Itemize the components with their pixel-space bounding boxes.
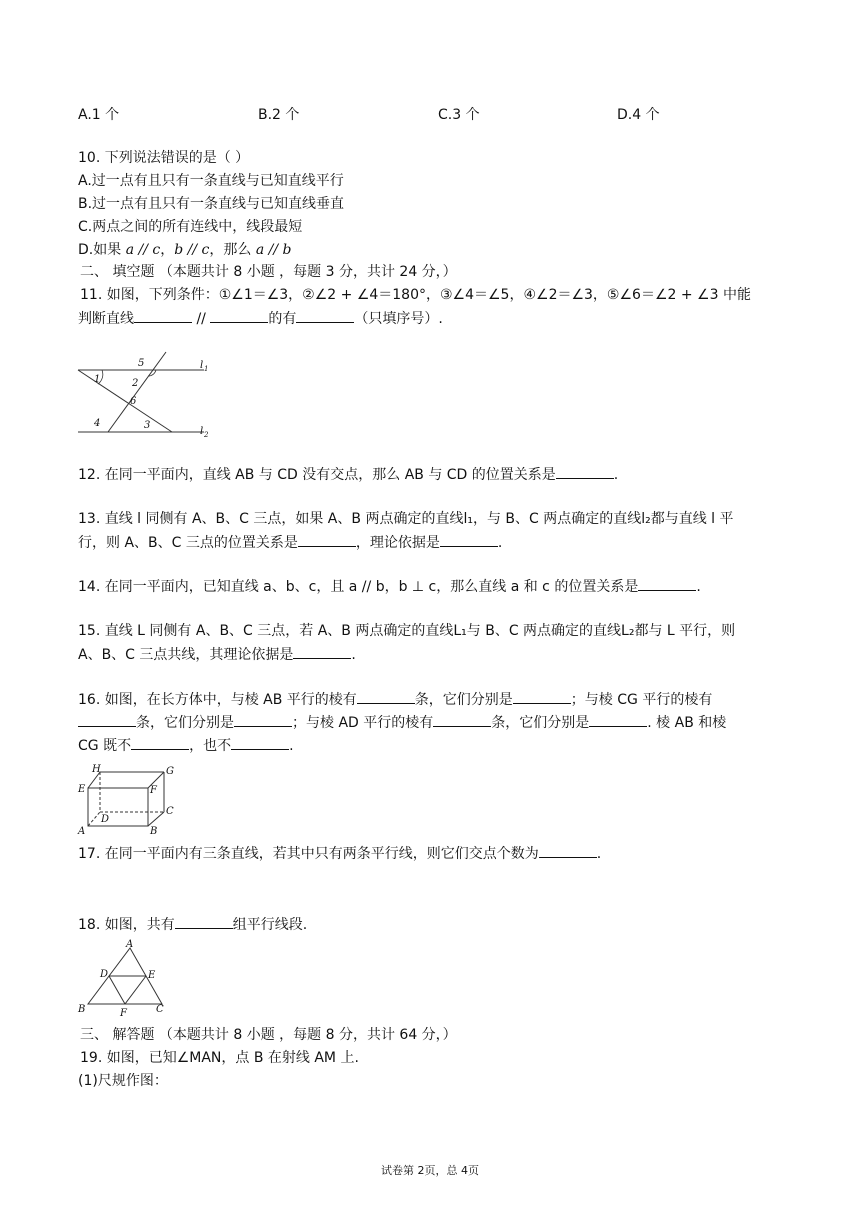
fig11-angle-2: 2 [132,378,139,389]
fig18-label-c: C [156,1004,164,1015]
fig11-angle-6: 6 [130,396,137,407]
q13-line1: 13. 直线 l 同侧有 A、B、C 三点，如果 A、B 两点确定的直线l₁，与 B、C 两点确定的直线l₂都与直线 l 平 [78,511,734,527]
option-b: B.2 个 [258,107,300,123]
q16-cuboid-figure [76,762,186,838]
q18-text: 18. 如图，共有 [78,917,175,933]
q16-end: . [289,738,294,754]
fig11-label-l1-sub: 1 [204,365,209,373]
answer-blank[interactable] [134,308,192,323]
q13-text: ，理论依据是 [355,535,440,551]
fig11-label-l2-sub: 2 [204,431,209,439]
q11-line1: 11. 如图，下列条件：①∠1＝∠3，②∠2 + ∠4＝180°，③∠4＝∠5，④∠2＝∠3，⑤∠6＝∠2 + ∠3 中能 [80,287,751,303]
q11-line2 [78,308,443,329]
fig11-label-l2: l [200,426,204,437]
q16-text: . 棱 AB 和棱 [647,715,727,731]
q13-line2 [78,532,502,553]
q10-option-b: B.过一点有且只有一条直线与已知直线垂直 [78,196,345,212]
fig11-angle-1: 1 [94,374,101,385]
q10-d-math3: a // b [255,242,292,258]
q12 [78,464,618,485]
q17 [78,843,601,864]
q10-d-sep2: ，那么 [209,242,256,258]
option-d: D.4 个 [617,107,660,123]
q16-text: 条，它们分别是 [136,715,234,731]
q15-line2 [78,644,356,665]
fig18-label-b: B [78,1004,86,1015]
fig18-label-a: A [126,939,134,950]
answer-blank[interactable] [296,308,354,323]
q17-text: 17. 在同一平面内有三条直线，若其中只有两条平行线，则它们交点个数为 [78,846,539,862]
q16-line1 [78,689,712,710]
q16-line2 [78,712,726,733]
q14-end: . [696,579,701,595]
q15-end: . [351,647,356,663]
fig11-angle-3: 3 [144,420,151,431]
q13-text: 行，则 A、B、C 三点的位置关系是 [78,535,298,551]
fig16-label-g: G [166,766,174,777]
q10-d-math2: b // c [174,242,210,258]
fig11-angle-5: 5 [138,358,145,369]
q18 [78,914,307,935]
fig18-label-e: E [148,970,156,981]
q10-option-a: A.过一点有且只有一条直线与已知直线平行 [78,173,344,189]
q19-line2: (1)尺规作图： [78,1073,168,1089]
fig18-label-d: D [100,969,109,980]
answer-blank[interactable] [513,689,571,704]
answer-blank[interactable] [78,712,136,727]
q18-triangle-figure [76,938,166,1018]
q16-text: ；与棱 AD 平行的棱有 [292,715,434,731]
fig16-label-f: F [150,785,157,796]
option-c: C.3 个 [438,107,480,123]
fig16-label-h: H [92,764,101,775]
q10-d-sep: ， [160,242,175,258]
answer-blank[interactable] [298,532,356,547]
fig16-label-a: A [78,826,86,837]
q10-d-prefix: D.如果 [78,242,126,258]
q11-text: （只填序号）. [354,311,443,327]
q12-text: 12. 在同一平面内，直线 AB 与 CD 没有交点，那么 AB 与 CD 的位置关系是 [78,467,556,483]
option-a: A.1 个 [78,107,120,123]
page-footer: 试卷第 2页，总 4页 [381,1164,479,1177]
fig16-label-d: D [101,814,110,825]
answer-blank[interactable] [234,712,292,727]
answer-blank[interactable] [440,532,498,547]
answer-blank[interactable] [433,712,491,727]
q16-line3 [78,735,294,756]
q16-text: ；与棱 CG 平行的棱有 [570,692,713,708]
answer-blank[interactable] [231,735,289,750]
fig16-label-e: E [78,784,86,795]
fig16-label-c: C [166,806,174,817]
fig18-label-f: F [120,1008,127,1018]
q10-d-math1: a // c [125,242,161,258]
q14 [78,576,701,597]
answer-blank[interactable] [357,689,415,704]
q11-figure [76,348,216,440]
section-2-heading: 二、 填空题 （本题共计 8 小题 ，每题 3 分，共计 24 分，） [80,264,457,280]
section-3-heading: 三、 解答题 （本题共计 8 小题 ，每题 8 分，共计 64 分，） [80,1027,457,1043]
q10-option-d [78,240,291,260]
q18-text: 组平行线段. [232,917,308,933]
q11-text: 判断直线 [78,311,134,327]
answer-blank[interactable] [210,308,268,323]
q15-text: A、B、C 三点共线，其理论依据是 [78,647,294,663]
q14-text: 14. 在同一平面内，已知直线 a、b、c，且 a // b，b ⊥ c，那么直线 a 和 c 的位置关系是 [78,579,639,595]
q10-option-c: C.两点之间的所有连线中，线段最短 [78,219,303,235]
fig16-label-b: B [150,826,158,837]
answer-blank[interactable] [589,712,647,727]
answer-blank[interactable] [539,843,597,858]
q16-text: 条，它们分别是 [414,692,513,708]
answer-blank[interactable] [131,735,189,750]
answer-blank[interactable] [175,914,233,929]
q19-line1: 19. 如图，已知∠MAN，点 B 在射线 AM 上. [80,1050,359,1066]
q12-end: . [613,467,619,483]
q17-end: . [596,846,602,862]
fig11-angle-4: 4 [94,418,101,429]
q16-text: ，也不 [189,738,232,754]
q16-text: 条，它们分别是 [491,715,590,731]
q13-end: . [497,535,503,551]
fig11-label-l1: l [200,360,204,371]
q11-parallel-symbol: // [192,311,211,327]
answer-blank[interactable] [293,644,351,659]
q15-line1: 15. 直线 L 同侧有 A、B、C 三点，若 A、B 两点确定的直线L₁与 B、C 两点确定的直线L₂都与 L 平行，则 [78,623,736,639]
q16-text: CG 既不 [78,738,132,754]
answer-blank[interactable] [556,464,614,479]
answer-blank[interactable] [638,576,696,591]
q11-text: 的有 [268,311,297,327]
q16-text: 16. 如图，在长方体中，与棱 AB 平行的棱有 [78,692,357,708]
q10-stem: 10. 下列说法错误的是（ ） [78,150,250,166]
